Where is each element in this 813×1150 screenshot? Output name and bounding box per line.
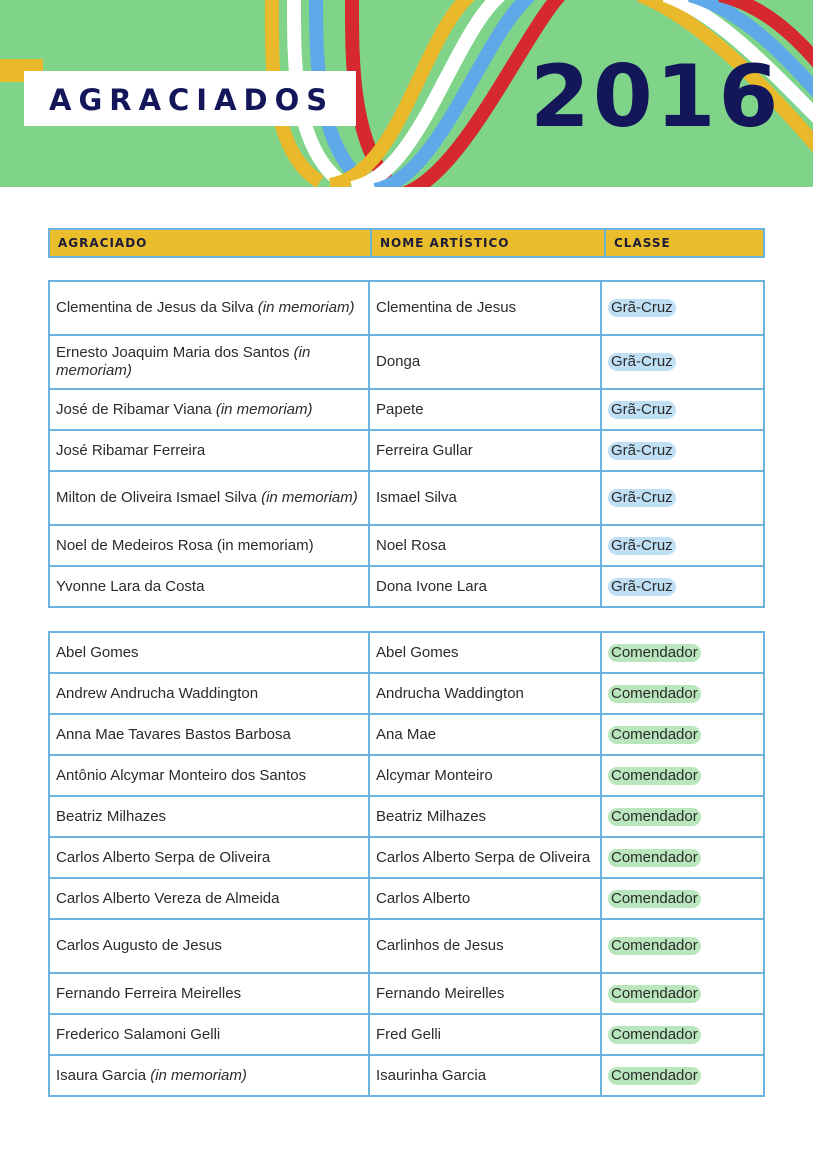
gra-cruz-table (48, 280, 765, 608)
class-badge: Comendador (608, 726, 701, 744)
table-row (49, 471, 764, 525)
recipient-cell (49, 335, 369, 389)
table-row (49, 566, 764, 607)
comendador-table (48, 631, 765, 1097)
class-badge: Grã-Cruz (608, 442, 676, 460)
class-cell (601, 632, 764, 673)
artistic-name-cell: Carlos Alberto Serpa de Oliveira (369, 837, 601, 878)
table-row (49, 837, 764, 878)
year-label: 2016 (530, 47, 782, 147)
table-header (48, 228, 765, 258)
class-badge: Comendador (608, 685, 701, 703)
class-cell (601, 973, 764, 1014)
recipient-name: Carlos Augusto de Jesus (56, 937, 222, 954)
table-row (49, 281, 764, 335)
in-memoriam-note: (in memoriam) (215, 400, 313, 418)
class-cell (601, 1014, 764, 1055)
artistic-name-cell: Ana Mae (369, 714, 601, 755)
class-cell (601, 471, 764, 525)
recipient-cell (49, 389, 369, 430)
recipient-name: Isaura Garcia (56, 1066, 147, 1084)
class-cell (601, 1055, 764, 1096)
class-badge: Grã-Cruz (608, 353, 676, 371)
artistic-name-cell: Ismael Silva (369, 471, 601, 525)
recipient-cell (49, 878, 369, 919)
artistic-name-cell: Fernando Meirelles (369, 973, 601, 1014)
recipient-name: Clementina de Jesus da Silva (56, 299, 254, 316)
class-badge: Comendador (608, 1067, 701, 1085)
recipient-cell (49, 1055, 369, 1096)
table-row (49, 430, 764, 471)
column-header-artistic-name: NOME ARTÍSTICO (371, 229, 605, 257)
recipient-cell (49, 1014, 369, 1055)
recipient-name: Fernando Ferreira Meirelles (56, 984, 242, 1002)
table-row (49, 878, 764, 919)
class-cell (601, 335, 764, 389)
class-cell (601, 430, 764, 471)
class-badge: Comendador (608, 1026, 701, 1044)
artistic-name-cell: Papete (369, 389, 601, 430)
recipient-cell (49, 471, 369, 525)
artistic-name-cell: Beatriz Milhazes (369, 796, 601, 837)
recipient-cell (49, 673, 369, 714)
class-badge: Grã-Cruz (608, 299, 676, 317)
class-cell (601, 281, 764, 335)
recipient-name: Carlos Alberto Serpa de Oliveira (56, 848, 271, 866)
column-header-class: CLASSE (605, 229, 764, 257)
table-row (49, 714, 764, 755)
recipient-cell (49, 566, 369, 607)
recipient-cell (49, 281, 369, 335)
artistic-name-cell: Carlos Alberto (369, 878, 601, 919)
artistic-name-cell: Andrucha Waddington (369, 673, 601, 714)
table-row (49, 1014, 764, 1055)
page-title: AGRACIADOS (49, 83, 335, 117)
artistic-name-cell: Ferreira Gullar (369, 430, 601, 471)
class-cell (601, 389, 764, 430)
table-row (49, 1055, 764, 1096)
artistic-name-cell: Fred Gelli (369, 1014, 601, 1055)
recipient-name: Andrew Andrucha Waddington (56, 684, 259, 702)
recipient-cell (49, 796, 369, 837)
table-row (49, 632, 764, 673)
recipient-name: Ernesto Joaquim Maria dos Santos (56, 344, 290, 361)
recipient-name: Antônio Alcymar Monteiro dos Santos (56, 766, 307, 784)
recipient-name: José de Ribamar Viana (56, 400, 212, 418)
class-badge: Grã-Cruz (608, 578, 676, 596)
artistic-name-cell: Clementina de Jesus (369, 281, 601, 335)
recipient-cell (49, 755, 369, 796)
class-badge: Grã-Cruz (608, 537, 676, 555)
table-row (49, 919, 764, 973)
header-banner (0, 0, 813, 187)
recipient-cell (49, 837, 369, 878)
table-row (49, 796, 764, 837)
artistic-name-cell: Alcymar Monteiro (369, 755, 601, 796)
class-badge: Comendador (608, 937, 701, 955)
class-badge: Comendador (608, 985, 701, 1003)
recipient-cell (49, 430, 369, 471)
table-row (49, 755, 764, 796)
artistic-name-cell: Carlinhos de Jesus (369, 919, 601, 973)
recipient-name: José Ribamar Ferreira (56, 441, 206, 459)
recipient-name: Yvonne Lara da Costa (56, 577, 205, 595)
recipient-cell (49, 714, 369, 755)
artistic-name-cell: Isaurinha Garcia (369, 1055, 601, 1096)
in-memoriam-note: (in memoriam) (150, 1066, 247, 1084)
class-cell (601, 525, 764, 566)
in-memoriam-note: (in memoriam) (257, 299, 355, 316)
artistic-name-cell: Abel Gomes (369, 632, 601, 673)
class-badge: Comendador (608, 808, 701, 826)
class-cell (601, 673, 764, 714)
class-cell (601, 755, 764, 796)
recipient-name: Anna Mae Tavares Bastos Barbosa (56, 725, 291, 743)
recipient-cell (49, 525, 369, 566)
class-cell (601, 566, 764, 607)
class-cell (601, 837, 764, 878)
table-row (49, 335, 764, 389)
class-badge: Comendador (608, 890, 701, 908)
class-badge: Grã-Cruz (608, 401, 676, 419)
class-cell (601, 714, 764, 755)
class-badge: Comendador (608, 849, 701, 867)
recipient-name: Milton de Oliveira Ismael Silva (56, 489, 257, 506)
table-row (49, 973, 764, 1014)
artistic-name-cell: Dona Ivone Lara (369, 566, 601, 607)
recipient-name: Frederico Salamoni Gelli (56, 1025, 221, 1043)
table-row (49, 389, 764, 430)
artistic-name-cell: Donga (369, 335, 601, 389)
class-badge: Grã-Cruz (608, 489, 676, 507)
table-row (49, 673, 764, 714)
recipient-cell (49, 632, 369, 673)
class-cell (601, 878, 764, 919)
recipient-name: Beatriz Milhazes (56, 807, 167, 825)
recipient-name: Noel de Medeiros Rosa (in memoriam) (56, 536, 314, 554)
table-row (49, 525, 764, 566)
recipient-name: Carlos Alberto Vereza de Almeida (56, 889, 280, 907)
column-header-recipient: AGRACIADO (49, 229, 371, 257)
recipient-cell (49, 919, 369, 973)
class-cell (601, 919, 764, 973)
recipient-name: Abel Gomes (56, 643, 139, 661)
class-badge: Comendador (608, 644, 701, 662)
in-memoriam-note: (in memoriam) (261, 489, 358, 506)
class-cell (601, 796, 764, 837)
in-memoriam-note: (in memoriam) (56, 344, 311, 379)
recipient-cell (49, 973, 369, 1014)
class-badge: Comendador (608, 767, 701, 785)
artistic-name-cell: Noel Rosa (369, 525, 601, 566)
